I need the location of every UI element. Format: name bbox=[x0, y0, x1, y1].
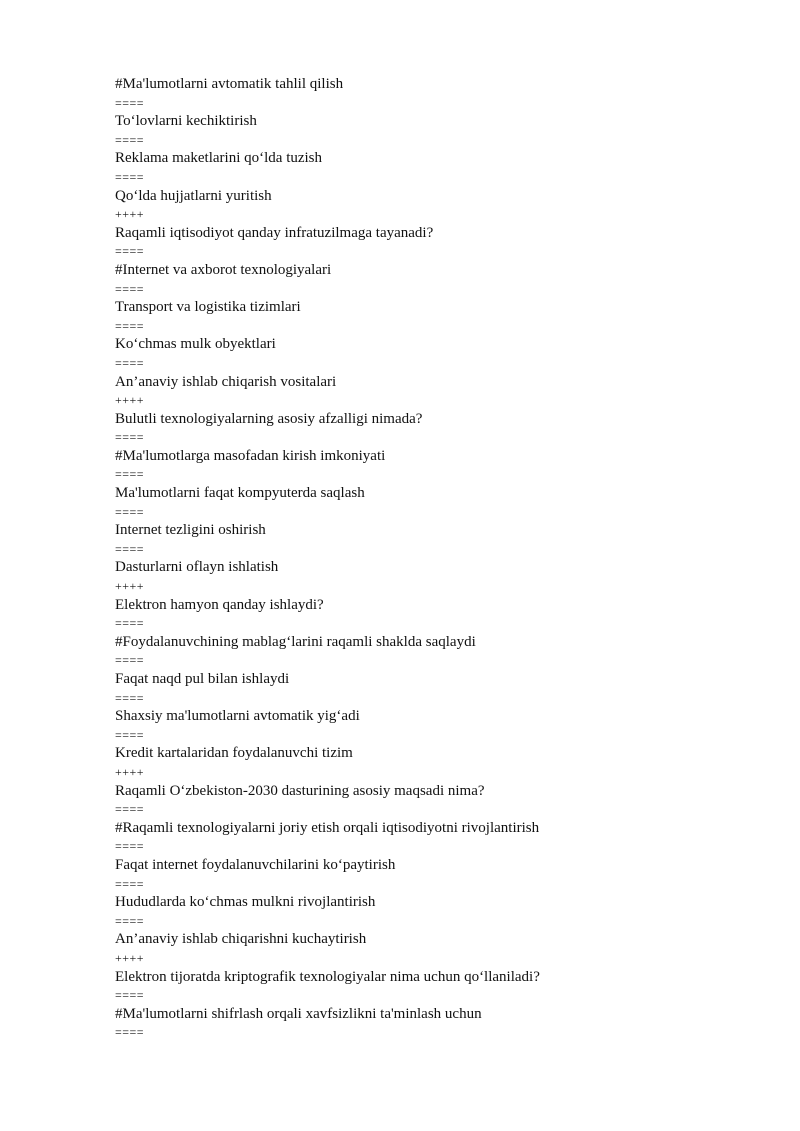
question-separator: ++++ bbox=[115, 207, 145, 222]
question-separator: ++++ bbox=[115, 950, 145, 965]
question: Bulutli texnologiyalarning asosiy afzalligi nimada? bbox=[115, 410, 423, 427]
separator: ==== bbox=[115, 132, 145, 147]
question-separator: ++++ bbox=[115, 393, 145, 408]
separator: ==== bbox=[115, 616, 145, 631]
separator: ==== bbox=[115, 802, 145, 817]
question: Raqamli iqtisodiyot qanday infratuzilmaga tayanadi? bbox=[115, 224, 434, 241]
separator: ==== bbox=[115, 653, 145, 668]
separator: ==== bbox=[115, 541, 145, 556]
answer-option: Reklama maketlarini qo‘lda tuzish bbox=[115, 150, 323, 167]
answer-option: Ma'lumotlarni faqat kompyuterda saqlash bbox=[115, 485, 365, 502]
question: Raqamli O‘zbekiston-2030 dasturining asosiy maqsadi nima? bbox=[115, 782, 485, 799]
separator: ==== bbox=[115, 1025, 145, 1040]
separator: ==== bbox=[115, 430, 145, 445]
answer-option: Faqat naqd pul bilan ishlaydi bbox=[115, 671, 290, 687]
separator: ==== bbox=[115, 727, 145, 742]
separator: ==== bbox=[115, 504, 145, 519]
separator: ==== bbox=[115, 467, 145, 482]
answer-correct: #Raqamli texnologiyalarni joriy etish orqali iqtisodiyotni rivojlantirish bbox=[115, 819, 540, 836]
answer-option: An’anaviy ishlab chiqarish vositalari bbox=[115, 373, 337, 390]
separator: ==== bbox=[115, 839, 145, 854]
separator: ==== bbox=[115, 169, 145, 184]
separator: ==== bbox=[115, 281, 145, 296]
answer-option: Kredit kartalaridan foydalanuvchi tizim bbox=[115, 745, 353, 762]
answer-option: Shaxsiy ma'lumotlarni avtomatik yig‘adi bbox=[115, 708, 360, 725]
separator: ==== bbox=[115, 913, 145, 928]
question: Elektron hamyon qanday ishlaydi? bbox=[115, 596, 324, 613]
separator: ==== bbox=[115, 355, 145, 370]
answer-option: Faqat internet foydalanuvchilarini ko‘paytirish bbox=[115, 856, 396, 873]
separator: ==== bbox=[115, 690, 145, 705]
answer-option: Qo‘lda hujjatlarni yuritish bbox=[115, 187, 272, 204]
separator: ==== bbox=[115, 95, 145, 110]
answer-option: An’anaviy ishlab chiqarishni kuchaytirish bbox=[115, 931, 367, 948]
answer-option: Hududlarda ko‘chmas mulkni rivojlantirish bbox=[115, 894, 376, 911]
answer-correct: #Foydalanuvchining mablag‘larini raqamli shaklda saqlaydi bbox=[115, 633, 476, 650]
answer-correct: #Internet va axborot texnologiyalari bbox=[115, 261, 332, 278]
answer-correct: #Ma'lumotlarga masofadan kirish imkoniyati bbox=[115, 447, 386, 464]
answer-correct: #Ma'lumotlarni avtomatik tahlil qilish bbox=[115, 76, 344, 92]
answer-option: Dasturlarni oflayn ishlatish bbox=[115, 559, 279, 576]
separator: ==== bbox=[115, 876, 145, 891]
answer-correct: #Ma'lumotlarni shifrlash orqali xavfsizlikni ta'minlash uchun bbox=[115, 1005, 482, 1022]
question-separator: ++++ bbox=[115, 579, 145, 594]
document-body bbox=[115, 75, 755, 1042]
separator: ==== bbox=[115, 318, 145, 333]
separator: ==== bbox=[115, 244, 145, 259]
question: Elektron tijoratda kriptografik texnologiyalar nima uchun qo‘llaniladi? bbox=[115, 968, 540, 985]
answer-option: Transport va logistika tizimlari bbox=[115, 299, 301, 316]
answer-option: To‘lovlarni kechiktirish bbox=[115, 113, 257, 130]
answer-option: Internet tezligini oshirish bbox=[115, 522, 266, 539]
question-separator: ++++ bbox=[115, 764, 145, 779]
separator: ==== bbox=[115, 988, 145, 1003]
answer-option: Ko‘chmas mulk obyektlari bbox=[115, 336, 276, 353]
